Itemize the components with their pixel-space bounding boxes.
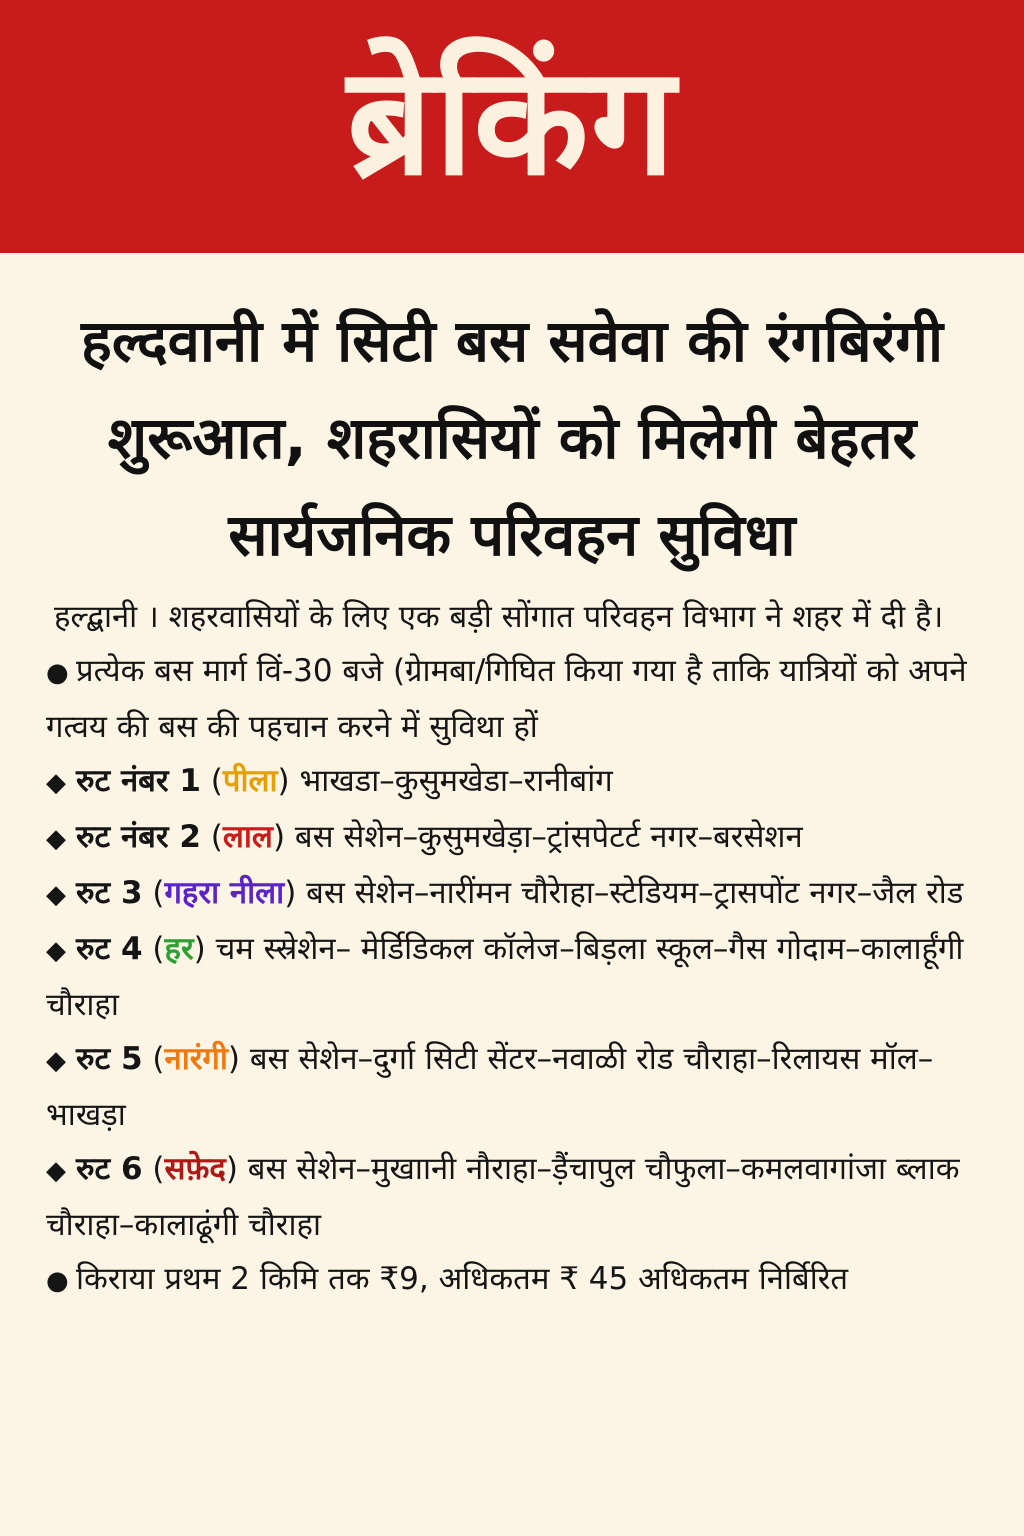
route-item-3: ◆ रुट 3 (गहरा नीला) बस सेशेन–नारींमन चौरेाहा–स्टेडियम–ट्रासपोंट नगर–जैल रोड bbox=[46, 866, 988, 922]
bullet-item bbox=[46, 644, 988, 754]
route-color-name: गहरा नीला bbox=[164, 875, 285, 911]
route-path: भाखडा–कुसुमखेडा–रानीबांग bbox=[299, 763, 613, 799]
route-item-2: ◆ रुट नंबर 2 (लाल) बस सेशेन–कुसुमखेड़ा–ट्रांसपेटर्ट नगर–बरसेशन bbox=[46, 810, 988, 866]
bullet-text: प्रत्येक बस मार्ग विं-30 बजे (ग्रेामबा/गिघित किया गया है ताकि यात्रियों को अपने गत्वय की बस की पहचान करने में सुविथा हों bbox=[46, 653, 967, 745]
route-color-name: हर bbox=[164, 931, 194, 967]
headline: हल्दवानी में सिटी बस सवेवा की रंगबिरंगी शुरूआत, शहरासियों को मिलेगी बेहतर सार्यजनिक परिवहन सुविधा bbox=[81, 307, 943, 569]
diamond-bullet-icon: ◆ bbox=[46, 1046, 66, 1076]
intro-paragraph: हल्द्बानी । शहरवासियों के लिए एक बड़ी सोंगात परिवहन विभाग ने शहर में दी है। bbox=[54, 599, 944, 635]
diamond-bullet-icon: ◆ bbox=[46, 936, 66, 966]
diamond-bullet-icon: ◆ bbox=[46, 880, 66, 910]
route-label: रुट 3 bbox=[76, 875, 143, 911]
fare-text: किराया प्रथम 2 किमि तक ₹9, अधिकतम ₹ 45 अधिकतम निर्बिरित bbox=[76, 1261, 849, 1297]
route-item-4: ◆ रुट 4 (हर) चम स्स्रेशेन– मेर्डिडिकल कॉलेज–बिड़ला स्कूल–गैस गोदाम–कालार्हूंगी चौराहा bbox=[46, 922, 988, 1032]
route-label: रुट 6 bbox=[76, 1151, 143, 1187]
fare-item bbox=[46, 1252, 988, 1308]
route-label: रुट नंबर 1 bbox=[76, 763, 201, 799]
diamond-bullet-icon: ◆ bbox=[46, 768, 66, 798]
route-path: बस सेशेन–दुर्गा सिटी सेंटर–नवाळी रोड चौराहा–रिलायस मॉल–भाखड़ा bbox=[46, 1041, 934, 1133]
diamond-bullet-icon: ◆ bbox=[46, 1156, 66, 1186]
route-path: बस सेशेन–मुखाानी नौराहा–ड़ैंचापुल चौफुला–कमलवागांजा ब्लाक चौराहा–कालाढूंगी चौराहा bbox=[46, 1151, 960, 1243]
route-label: रुट नंबर 2 bbox=[76, 819, 201, 855]
route-item-1: ◆ रुट नंबर 1 (पीला) भाखडा–कुसुमखेडा–रानीबांग bbox=[46, 754, 988, 810]
route-path: बस सेशेन–नारींमन चौरेाहा–स्टेडियम–ट्रासपोंट नगर–जैल रोड bbox=[306, 875, 964, 911]
article-body bbox=[0, 584, 1024, 1308]
diamond-bullet-icon: ◆ bbox=[46, 824, 66, 854]
route-color-name: पीला bbox=[222, 763, 278, 799]
bullet-dot-icon: ● bbox=[46, 658, 69, 688]
route-label: रुट 5 bbox=[76, 1041, 143, 1077]
route-path: बस सेशेन–कुसुमखेड़ा–ट्रांसपेटर्ट नगर–बरसेशन bbox=[294, 819, 803, 855]
route-path: चम स्स्रेशेन– मेर्डिडिकल कॉलेज–बिड़ला स्कूल–गैस गोदाम–कालार्हूंगी चौराहा bbox=[46, 931, 964, 1023]
banner-title: ब्रेकिंग bbox=[346, 34, 678, 209]
route-color-name: लाल bbox=[222, 819, 273, 855]
breaking-banner bbox=[0, 0, 1024, 253]
route-item-6: ◆ रुट 6 (सफ़ेद) बस सेशेन–मुखाानी नौराहा–ड़ैंचापुल चौफुला–कमलवागांजा ब्लाक चौराहा–कालाढूंगी चौराहा bbox=[46, 1142, 988, 1252]
bullet-dot-icon: ● bbox=[46, 1266, 69, 1296]
route-color-name: सफ़ेद bbox=[164, 1151, 226, 1187]
route-color-name: नारंगी bbox=[164, 1041, 228, 1077]
route-label: रुट 4 bbox=[76, 931, 143, 967]
route-item-5: ◆ रुट 5 (नारंगी) बस सेशेन–दुर्गा सिटी सेंटर–नवाळी रोड चौराहा–रिलायस मॉल–भाखड़ा bbox=[46, 1032, 988, 1142]
